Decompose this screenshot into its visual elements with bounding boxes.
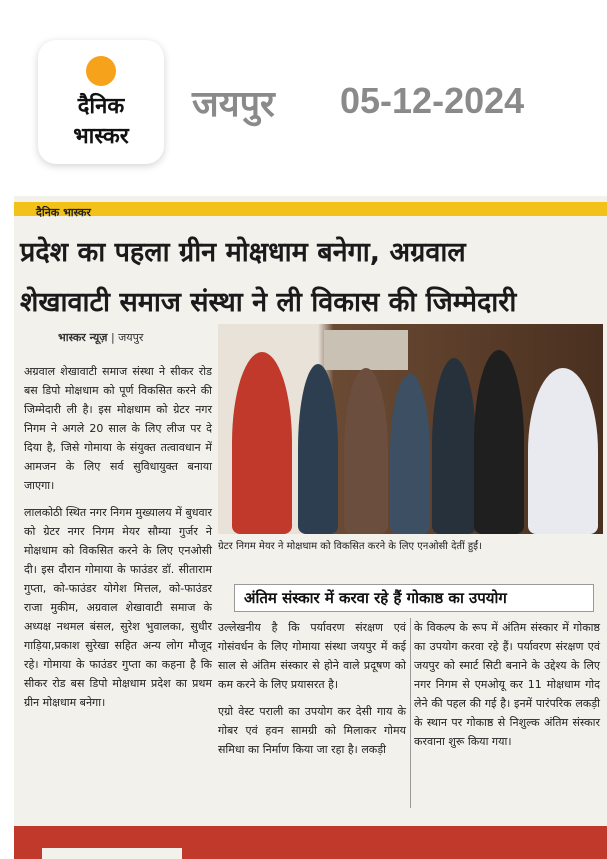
date-label: 05-12-2024 bbox=[340, 80, 525, 121]
headline-line2: शेखावाटी समाज संस्था ने ली विकास की जिम्मेदारी bbox=[20, 287, 517, 318]
person-figure bbox=[474, 350, 524, 534]
photo-caption: ग्रेटर निगम मेयर ने मोक्षधाम को विकसित करने के लिए एनओसी देतीं हुईं। bbox=[218, 541, 482, 552]
bottom-advert-panel bbox=[42, 848, 182, 859]
byline-city: | जयपुर bbox=[110, 331, 144, 344]
logo-text-line2: भास्कर bbox=[73, 124, 129, 149]
city-label: जयपुर bbox=[192, 84, 275, 125]
masthead-strip bbox=[14, 202, 607, 219]
paragraph: अग्रवाल शेखावाटी समाज संस्था ने सीकर रोड बस डिपो मोक्षधाम को पूर्ण विकसित करने की जिम्मेदारी ली है। इस मोक्षधाम को ग्रेटर नगर निगम ने अगले 20 साल के लिए लीज पर दे दिया है, जिसे गोमाया के संयुक्त तत्वावधान में आमजन के लिए सर्व सुविधायुक्त बनाया जाएगा। bbox=[24, 365, 212, 492]
masthead-text: दैनिक भास्कर bbox=[36, 206, 91, 219]
person-figure bbox=[298, 364, 338, 534]
byline bbox=[58, 330, 143, 345]
paragraph: के विकल्प के रूप में अंतिम संस्कार में गोकाष्ठ का उपयोग करवा रहे हैं। पर्यावरण संरक्षण एवं जयपुर को स्मार्ट सिटी बनाने के उद्देश्य के लिए नगर निगम से एमओयू कर 11 मोक्षधाम गोद लेने की पहल की गई है। इनमें पारंपरिक लकड़ी के स्थान पर गोकाष्ठ से निशुल्क अंतिम संस्कार करवाना शुरू किया गया। bbox=[414, 621, 600, 748]
person-figure bbox=[232, 352, 292, 534]
headline-line1: प्रदेश का पहला ग्रीन मोक्षधाम बनेगा, अग्रवाल bbox=[20, 237, 466, 268]
byline-source: भास्कर न्यूज़ bbox=[58, 331, 108, 344]
newspaper-clipping bbox=[14, 196, 607, 859]
dainik-bhaskar-logo bbox=[38, 40, 164, 164]
logo-text-line1: दैनिक bbox=[77, 94, 125, 119]
sun-icon bbox=[86, 56, 116, 86]
paragraph: लालकोठी स्थित नगर निगम मुख्यालय में बुधवार को ग्रेटर नगर निगम मेयर सौम्या गुर्जर ने मोक्षधाम को विकसित करने के लिए एनओसी दी। इस दौरान गोमाया के फाउंडर डॉ. सीताराम गुप्ता, को-फाउंडर योगेश मित्तल, को-फाउंडर राजा मुकीम, अग्रवाल शेखावाटी समाज के अध्यक्ष नथमल बंसल, सुरेश भुवालका, सुधीर गाड़िया,प्रकाश सुरेखा सहित अन्य लोग मौजूद रहे। गोमाया के फाउंडर गुप्ता का कहना है कि सीकर रोड बस डिपो मोक्षधाम प्रदेश का प्रथम ग्रीन मोक्षधाम बनेगा। bbox=[24, 506, 212, 709]
article-right-column bbox=[414, 618, 600, 759]
person-figure bbox=[528, 368, 598, 534]
paragraph: उल्लेखनीय है कि पर्यावरण संरक्षण एवं गोसंवर्धन के लिए गोमाया संस्था जयपुर में कई साल से अंतिम संस्कार से होने वाले प्रदूषण को कम करने के लिए प्रयासरत है। bbox=[218, 621, 406, 691]
person-figure bbox=[390, 374, 430, 534]
column-divider bbox=[410, 618, 411, 808]
news-photo bbox=[218, 324, 603, 534]
article-middle-column bbox=[218, 618, 406, 767]
article-left-column bbox=[24, 362, 212, 720]
subheadline: अंतिम संस्कार में करवा रहे हैं गोकाष्ठ का उपयोग bbox=[244, 589, 507, 607]
photo-screen bbox=[324, 330, 408, 370]
person-figure bbox=[344, 368, 388, 534]
paragraph: एग्रो वेस्ट पराली का उपयोग कर देसी गाय के गोबर एवं हवन सामग्री को मिलाकर गोमय समिधा का निर्माण किया जा रहा है। लकड़ी bbox=[218, 705, 406, 756]
person-figure bbox=[432, 358, 476, 534]
